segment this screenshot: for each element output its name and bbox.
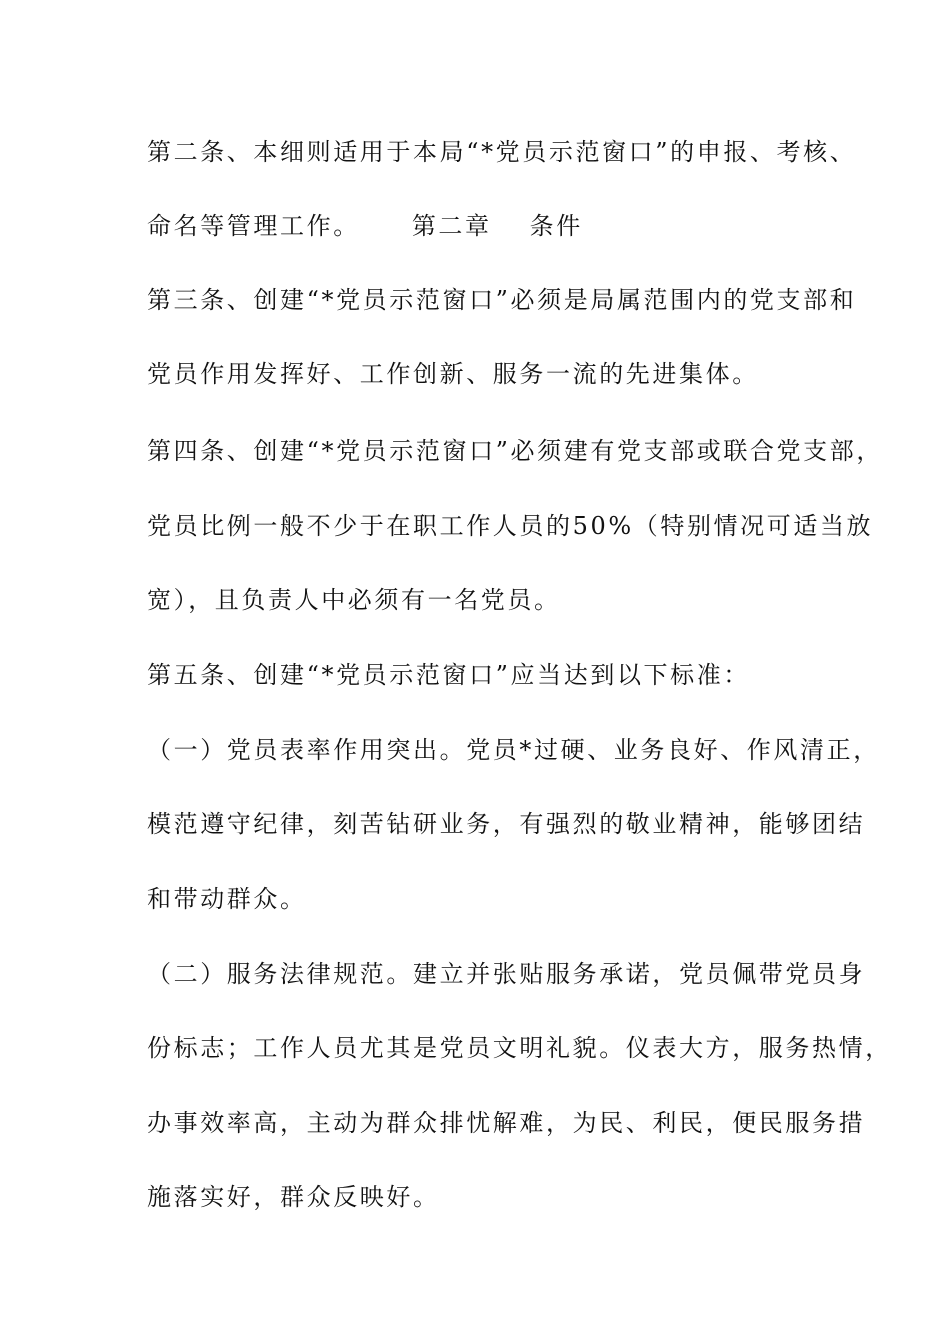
paragraph-line: 第二条、本细则适用于本局“*党员示范窗口”的申报、考核、 bbox=[147, 138, 857, 166]
paragraph-line: （一）党员表率作用突出。党员*过硬、业务良好、作风清正， bbox=[147, 736, 880, 764]
paragraph-line: 第五条、创建“*党员示范窗口”应当达到以下标准： bbox=[147, 661, 750, 689]
paragraph-line: 第三条、创建“*党员示范窗口”必须是局属范围内的党支部和 bbox=[147, 286, 857, 314]
paragraph-line: 模范遵守纪律，刻苦钻研业务，有强烈的敬业精神，能够团结 bbox=[147, 810, 866, 838]
paragraph-line: 第四条、创建“*党员示范窗口”必须建有党支部或联合党支部， bbox=[147, 437, 883, 465]
paragraph-line: 办事效率高，主动为群众排忧解难，为民、利民，便民服务措 bbox=[147, 1109, 866, 1137]
paragraph-line: 和带动群众。 bbox=[147, 885, 307, 913]
paragraph-line-text: 命名等管理工作。 bbox=[147, 212, 360, 240]
paragraph-line: 份标志；工作人员尤其是党员文明礼貌。仪表大方，服务热情， bbox=[147, 1034, 892, 1062]
paragraph-line: 党员比例一般不少于在职工作人员的50%（特别情况可适当放 bbox=[147, 512, 874, 540]
paragraph-line: 党员作用发挥好、工作创新、服务一流的先进集体。 bbox=[147, 360, 759, 388]
chapter-title: 条件 bbox=[529, 212, 583, 240]
paragraph-line: 宽），且负责人中必须有一名党员。 bbox=[147, 586, 561, 614]
paragraph-line-with-chapter bbox=[147, 211, 583, 241]
paragraph-line: （二）服务法律规范。建立并张贴服务承诺，党员佩带党员身 bbox=[147, 960, 866, 988]
chapter-number: 第二章 bbox=[411, 212, 492, 240]
paragraph-line: 施落实好，群众反映好。 bbox=[147, 1183, 440, 1211]
